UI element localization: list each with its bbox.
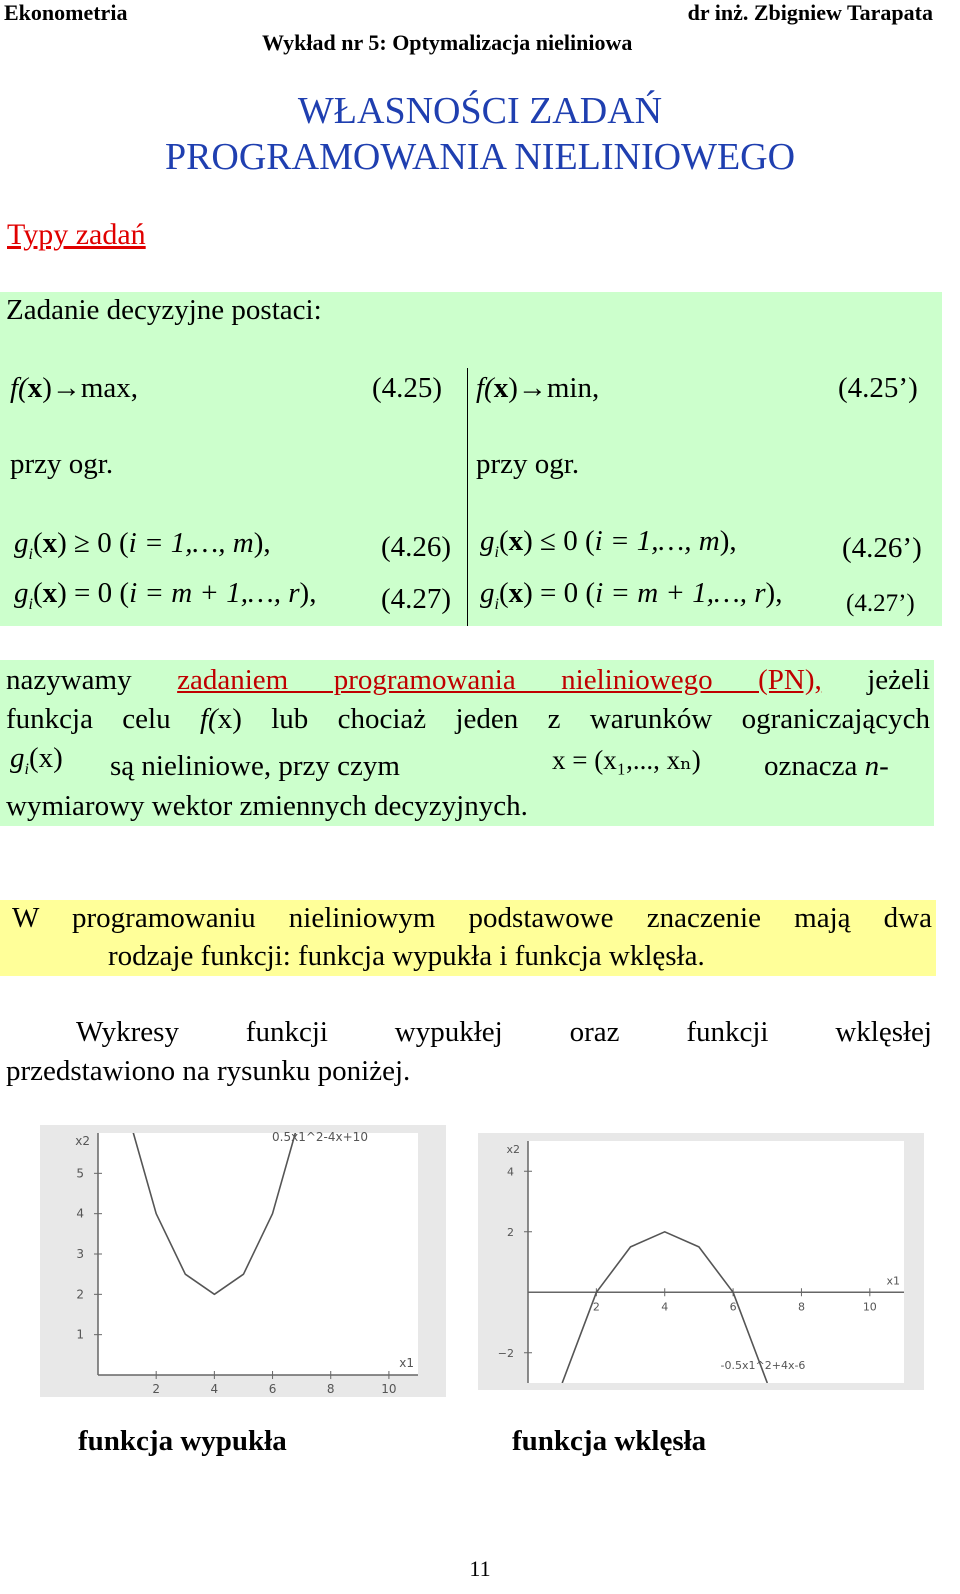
eq-number-4-27-prime: (4.27’) [846, 590, 915, 617]
concave-chart-svg [478, 1133, 924, 1390]
definition-line-3b: oznacza n- [764, 750, 889, 782]
problem-intro: Zadanie decyzyjne postaci: [6, 294, 322, 326]
right-constraint-1: $g_i(x) \le 0$ (i = 1,…, m), [480, 525, 737, 561]
definition-line-1: nazywamy zadaniem programowania nieliniowego (PN), jeżeli [6, 664, 931, 696]
left-objective: f(x)→max, [10, 372, 139, 404]
definition-line-2: funkcja celu f(x) lub chociaż jeden z warunków ograniczających [6, 703, 931, 735]
info-line-1: W programowaniu nieliniowym podstawowe znaczenie mają dwa [12, 902, 932, 934]
author: dr inż. Zbigniew Tarapata [687, 0, 933, 25]
y-tick-label: −2 [497, 1346, 514, 1360]
y-tick-label: 4 [507, 1165, 514, 1179]
y-tick-label: 4 [76, 1206, 84, 1221]
course-title: Ekonometria [4, 0, 128, 25]
right-objective: f(x)→min, [476, 372, 600, 404]
definition-link[interactable]: zadaniem programowania nieliniowego (PN), [177, 664, 822, 696]
problem-box [0, 292, 942, 626]
plots-intro-line-1: Wykresy funkcji wypukłej oraz funkcji wklęsłej [76, 1016, 932, 1048]
chart-title: -0.5x1^2+4x-6 [720, 1359, 806, 1372]
definition-vector: x = (x₁,..., xₙ) [552, 745, 701, 775]
column-divider [467, 368, 468, 626]
page-title [0, 88, 960, 180]
lecture-title: Wykład nr 5: Optymalizacja nieliniowa [262, 30, 633, 55]
convex-chart [40, 1125, 446, 1397]
eq-number-4-27: (4.27) [381, 583, 452, 615]
plot-area [98, 1133, 418, 1375]
section-title: Typy zadań [7, 218, 146, 251]
left-constraint-2: $g_i(x) = 0$ (i = m + 1,…, r), [14, 577, 317, 613]
eq-number-4-26-prime: (4.26’) [842, 532, 922, 564]
y-tick-label: 1 [76, 1327, 84, 1342]
x-tick-label: 8 [326, 1382, 335, 1396]
title-line-1: WŁASNOŚCI ZADAŃ [297, 90, 663, 132]
convex-chart-svg [40, 1125, 446, 1397]
eq-number-4-25: (4.25) [372, 372, 443, 404]
x-axis-label: x1 [886, 1274, 900, 1288]
definition-line-4: wymiarowy wektor zmiennych decyzyjnych. [6, 790, 528, 822]
y-tick-label: 5 [76, 1166, 84, 1181]
title-line-2: PROGRAMOWANIA NIELINIOWEGO [164, 136, 796, 178]
x-axis-label: x1 [399, 1356, 414, 1370]
chart-title: 0.5x1^2-4x+10 [272, 1130, 368, 1144]
left-constraint-1: $g_i(x) \ge 0$ (i = 1,…, m), [14, 527, 271, 563]
caption-convex: funkcja wypukła [78, 1425, 287, 1457]
concave-chart [478, 1133, 924, 1390]
right-constraint-2: $g_i(x) = 0$ (i = m + 1,…, r), [480, 577, 783, 613]
x-tick-label: 6 [729, 1300, 737, 1314]
y-tick-label: 2 [507, 1225, 514, 1239]
x-tick-label: 10 [381, 1382, 397, 1396]
y-tick-label: 3 [76, 1247, 84, 1261]
x-tick-label: 2 [592, 1300, 600, 1314]
y-axis-label: x2 [506, 1143, 520, 1156]
x-tick-label: 2 [152, 1382, 161, 1396]
left-constraint-label: przy ogr. [10, 448, 114, 480]
eq-number-4-26: (4.26) [381, 531, 452, 563]
eq-number-4-25-prime: (4.25’) [838, 372, 918, 404]
x-tick-label: 4 [210, 1382, 219, 1396]
right-constraint-label: przy ogr. [476, 448, 580, 480]
definition-line-3a: są nieliniowe, przy czym [110, 750, 400, 782]
plots-intro-line-2: przedstawiono na rysunku poniżej. [6, 1055, 411, 1087]
y-axis-label: x2 [75, 1134, 90, 1148]
x-tick-label: 10 [862, 1300, 877, 1314]
plot-area [528, 1141, 904, 1383]
x-tick-label: 6 [268, 1382, 277, 1396]
info-line-2: rodzaje funkcji: funkcja wypukła i funkcja wklęsła. [108, 940, 705, 972]
definition-g-symbol: $g_i(x)$ [10, 742, 63, 778]
x-tick-label: 8 [797, 1300, 805, 1314]
y-tick-label: 2 [76, 1287, 84, 1302]
x-tick-label: 4 [661, 1300, 669, 1314]
caption-concave: funkcja wklęsła [512, 1425, 707, 1457]
page-number: 11 [469, 1556, 491, 1581]
